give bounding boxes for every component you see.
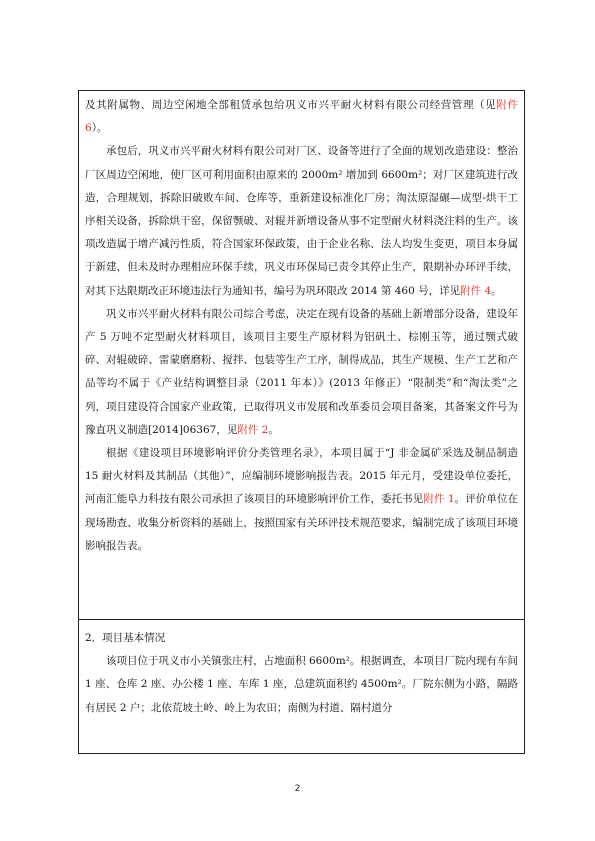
paragraph-text: 承包后，巩义市兴平耐火材料有限公司对厂区、设备等进行了全面的规划改造建设：整治厂区周边空闲地，使厂区可利用面积由原来的 2000m² 增加到 6600m²；对厂区建筑进行改造，合理规划，拆除旧破败车间、仓库等，重新建设标准化厂房；淘汰原湿碾—成型-烘干工序相关设备，拆除烘干窑，保留颚破、对辊并新增设备从事不定型耐火材料浇注料的生产。该项改造属于增产减污性质，符合国家环保政策，由于企业名称、法人均发生变更，项目本身属于新建，但未及时办理相应环保手续，巩义市环保局已责令其停止生产，限期补办环评手续，对其下达限期改正环境违法行为通知书，编号为巩环限改 2014 第 460 号，详见 (85, 145, 518, 297)
attachment-4-link[interactable]: 附件 4 (460, 284, 492, 297)
report-table-frame (78, 90, 525, 754)
attachment-2-link[interactable]: 附件 2 (237, 423, 269, 436)
attachment-1-link[interactable]: 附件 1 (423, 493, 455, 506)
paragraph-text: ）。 (91, 122, 108, 135)
section-divider (79, 619, 524, 620)
project-background-text (85, 94, 518, 558)
paragraph-text: 巩义市兴平耐火材料有限公司综合考虑，决定在现有设备的基础上新增部分设备，建设年产 5 万吨不定型耐火材料项目，该项目主要生产原材料为铝矾土、棕刚玉等，通过颚式破碎、对辊破碎、雷蒙磨磨粉、搅拌、包装等生产工序，制得成品，其生产规模、生产工艺和产品等均不属于《产业结构调整目录（2011 年本）》(2013 年修正）“限制类”和“淘汰类”之列，项目建设符合国家产业政策，已取得巩义市发展和改革委员会项目备案，其备案文件号为豫直巩义制造[2014]06367，见 (85, 307, 518, 436)
paragraph-site-location: 该项目位于巩义市小关镇张庄村，占地面积 6600m²。根据调查，本项目厂院内现有车间 1 座、仓库 2 座、办公楼 1 座、车库 1 座，总建筑面积约 4500m²。厂院东侧为小路，隔路有居民 2 户；北依荒坡土岭、岭上为农田；南侧为村道、隔村道分 (85, 655, 518, 714)
project-basic-info (85, 627, 518, 720)
paragraph-renovation (85, 140, 518, 302)
page-number: 2 (294, 784, 301, 794)
paragraph-text: 。 (268, 423, 279, 436)
section-heading: 2．项目基本情况 (85, 632, 166, 644)
paragraph-text: 根据《建设项目环境影响评价分类管理名录》，本项目属于“J 非金属矿采选及制品制造 15 耐火材料及其制品（其他）”，应编制环境影响报告表。2015 年元月，受建设单位委托，河南汇能阜力科技有限公司承担了该项目的环境影响评价工作，委托书见 (85, 447, 518, 506)
paragraph-text: 。 (491, 284, 502, 297)
paragraph-eia-commission (85, 442, 518, 558)
paragraph-new-project (85, 303, 518, 442)
attachment-6-link[interactable]: 附件 6 (85, 99, 519, 135)
paragraph-lease (85, 94, 518, 140)
paragraph-text: 。评价单位在现场勘查、收集分析资料的基础上，按照国家有关环评技术规范要求，编制完成了该项目环境影响报告表。 (85, 493, 519, 552)
paragraph-text: 及其附属物、周边空闲地全部租赁承包给巩义市兴平耐火材料有限公司经营管理（见 (85, 99, 497, 111)
